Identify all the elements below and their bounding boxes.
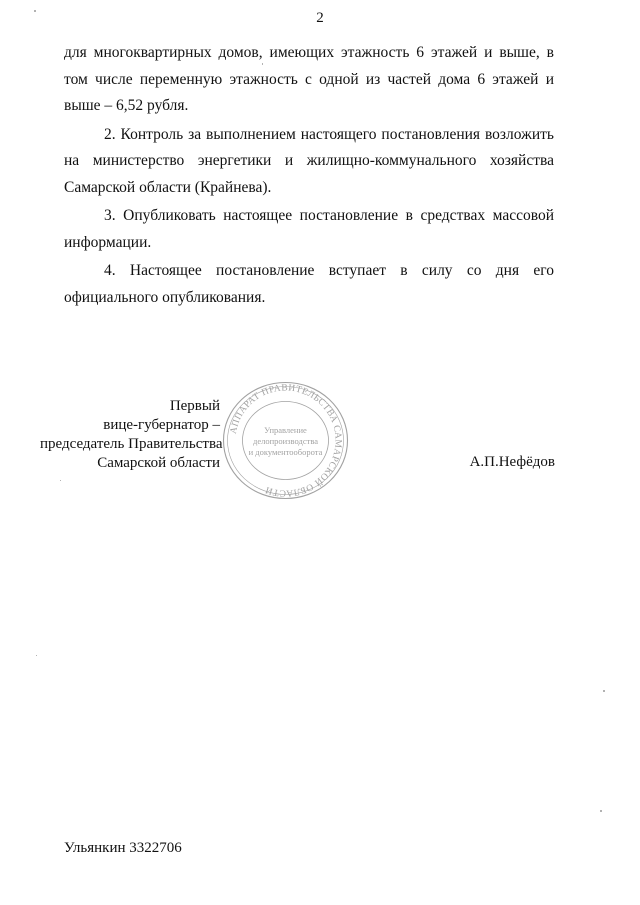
paragraph-tariff-continuation: для многоквартирных домов, имеющих этажность 6 этажей и выше, в том числе переменную этажность с одной из частей дома 6 этажей и выше – 6,52 рубля. (64, 44, 554, 114)
scan-speck (600, 810, 602, 812)
signatory-name: А.П.Нефёдов (469, 454, 555, 470)
scan-speck (34, 10, 36, 12)
paragraph-publication: 3. Опубликовать настоящее постановление в средствах массовой информации. (64, 207, 554, 251)
seal-ring-text: АППАРАТ ПРАВИТЕЛЬСТВА САМАРСКОЙ ОБЛАСТИ (228, 383, 343, 498)
page-number: 2 (316, 10, 324, 26)
official-seal (218, 378, 353, 503)
document-body (64, 40, 554, 311)
position-line: председатель Правительства (40, 436, 223, 452)
executor-contact: Ульянкин 3322706 (64, 840, 182, 856)
position-line: Самарской области (97, 455, 220, 471)
seal-center-line: и документооборота (248, 447, 323, 457)
seal-center-line: Управление (264, 425, 307, 435)
scan-speck (36, 655, 37, 656)
position-line: Первый (169, 398, 220, 414)
paragraph-control: 2. Контроль за выполнением настоящего постановления возложить на министерство энергетики и жилищно-коммунального хозяйства Самарской области (Крайнева). (64, 125, 554, 196)
signatory-position (40, 397, 223, 473)
scan-speck (603, 690, 605, 692)
paragraph-effective-date: 4. Настоящее постановление вступает в силу со дня его официального опубликования. (64, 262, 554, 306)
scan-speck (60, 480, 61, 481)
scan-speck (262, 63, 263, 65)
position-line: вице-губернатор – (103, 417, 220, 433)
seal-center-line: делопроизводства (253, 436, 318, 446)
